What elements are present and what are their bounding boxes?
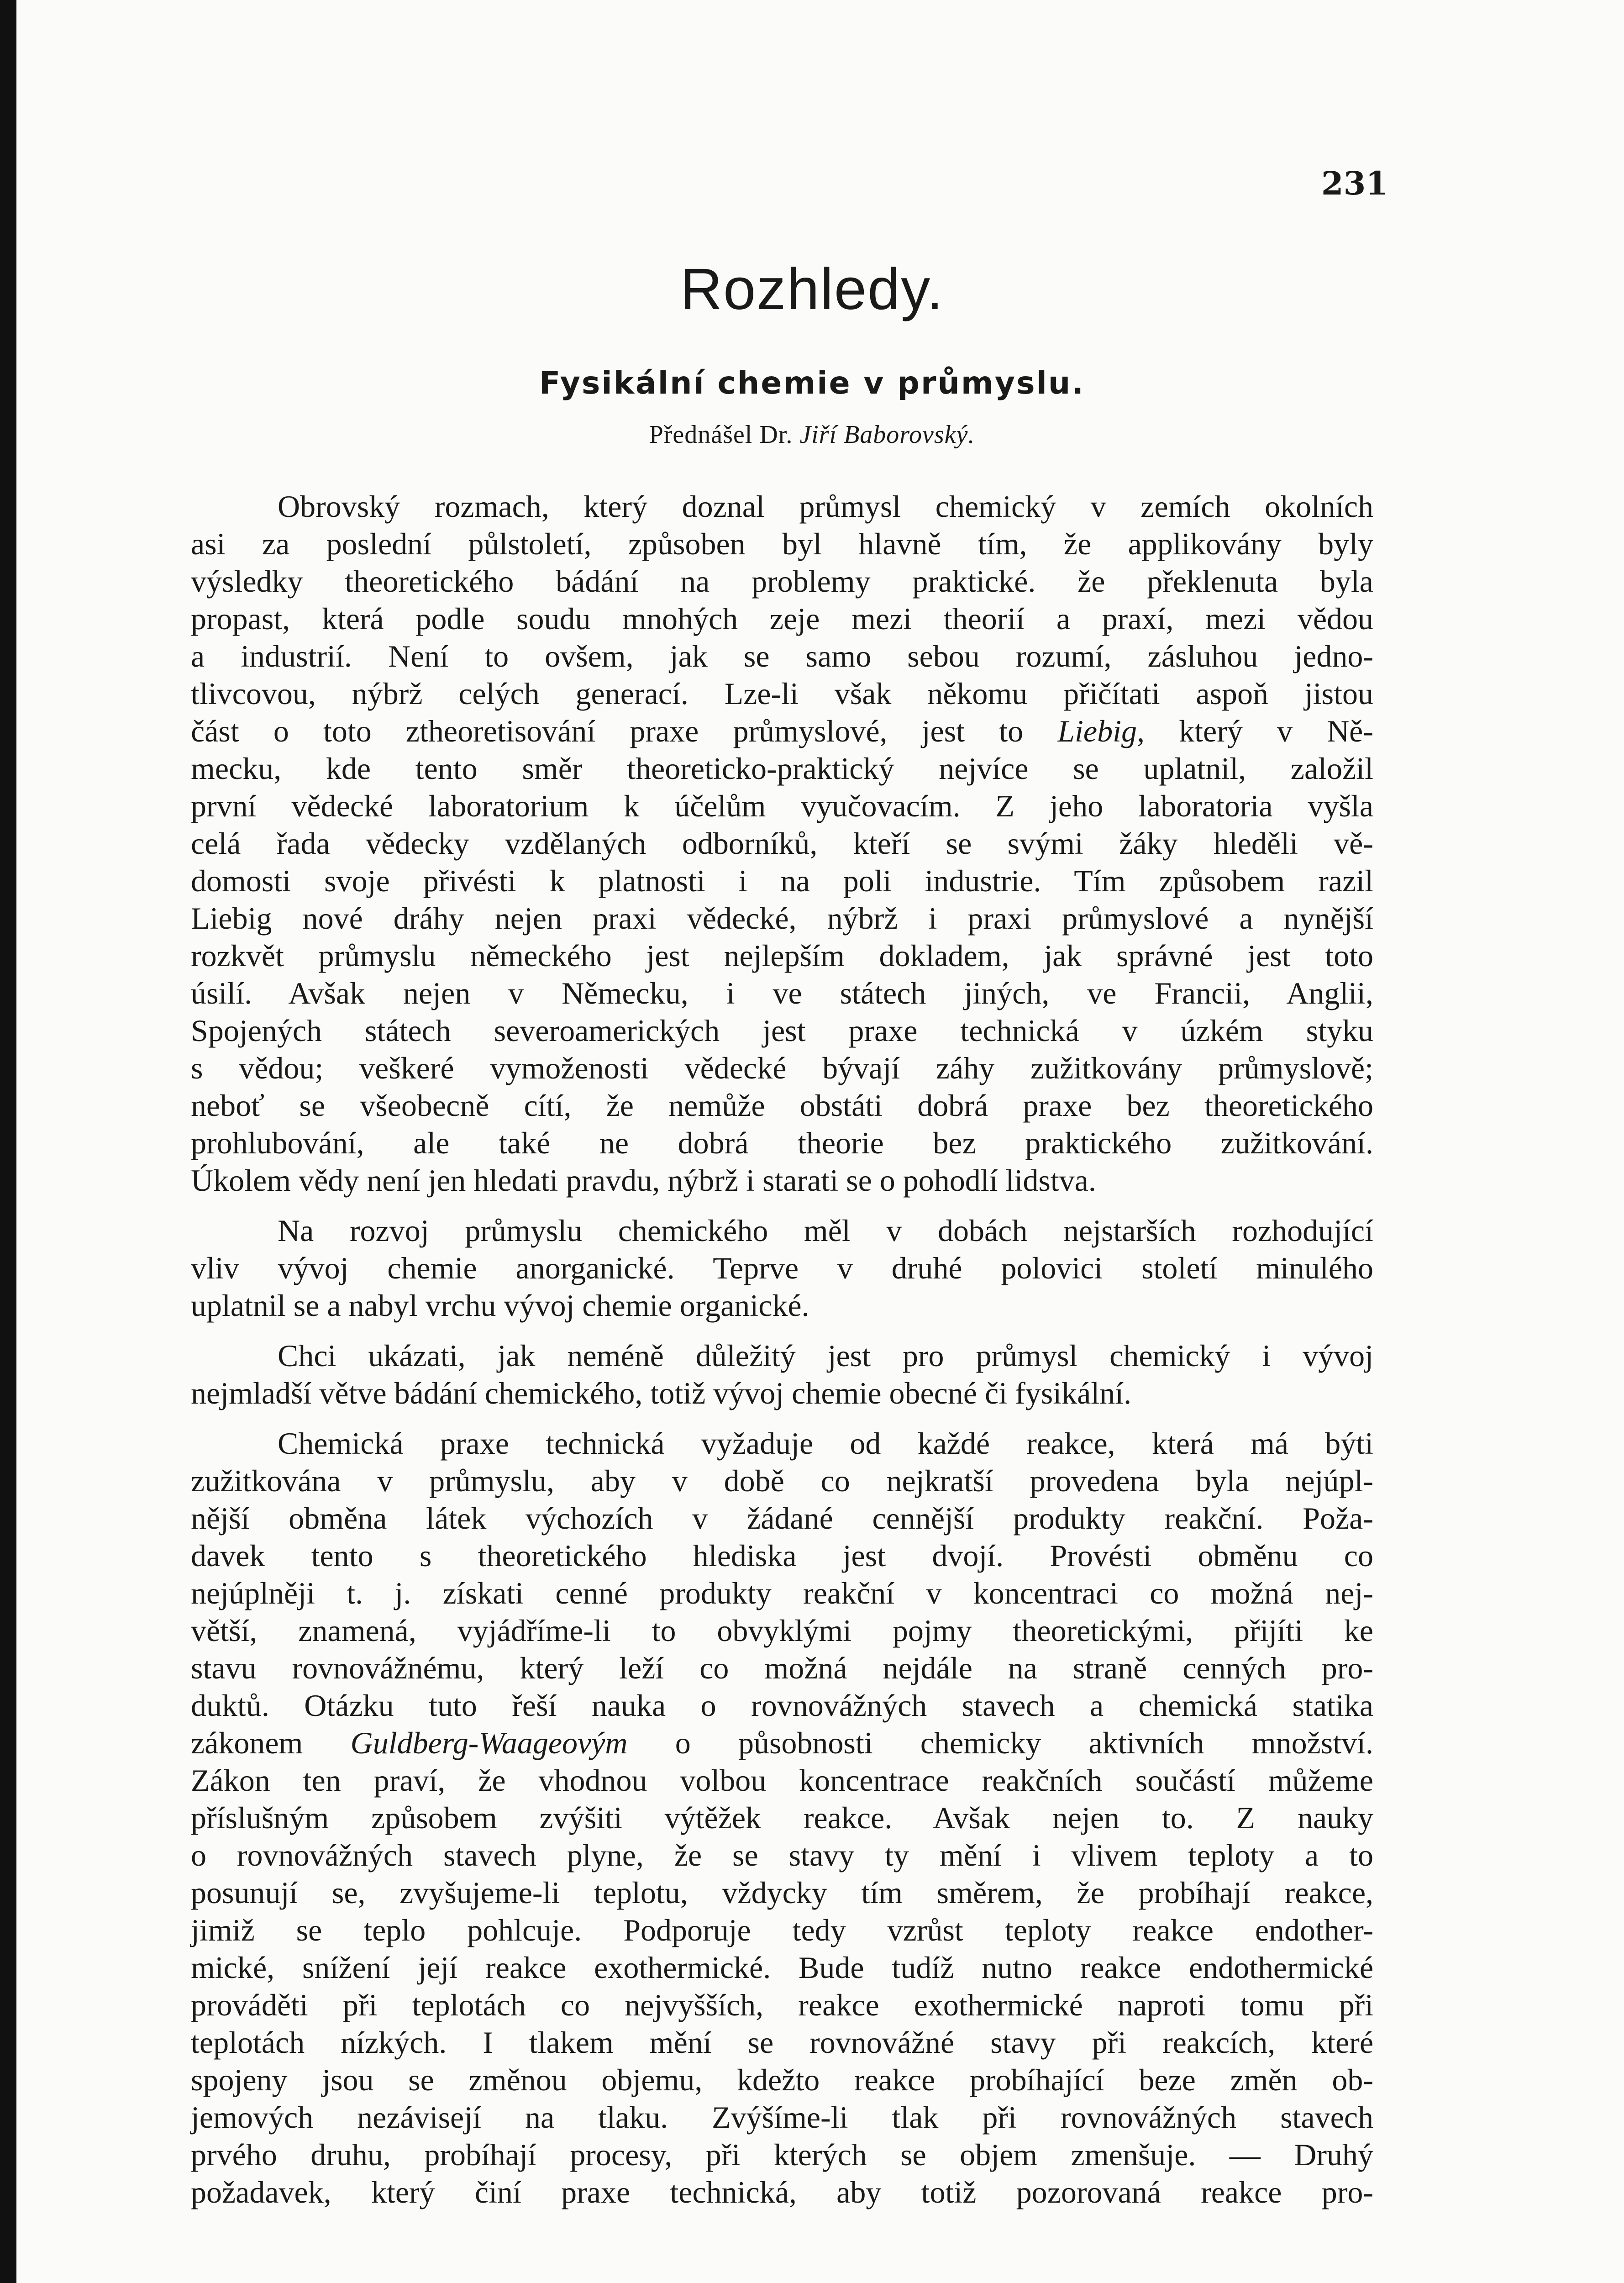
byline — [0, 420, 1624, 449]
byline-prefix: Přednášel Dr. — [649, 421, 793, 449]
page-number: 231 — [1321, 164, 1388, 202]
text-line: duktů. Otázku tuto řeší nauka o rovnovážných stavech a chemická statika — [191, 1688, 1373, 1723]
text-line: úsilí. Avšak nejen v Německu, i ve státech jiných, ve Francii, Anglii, — [191, 976, 1373, 1010]
paragraph-1 — [191, 488, 1373, 1199]
text-line: Obrovský rozmach, který doznal průmysl chemický v zemích okolních — [278, 489, 1373, 524]
text-line: rozkvět průmyslu německého jest nejlepším dokladem, jak správné jest toto — [191, 938, 1373, 973]
paragraph-4 — [191, 1425, 1373, 2211]
article-title: Fysikální chemie v průmyslu. — [539, 365, 1085, 401]
article-body — [191, 488, 1373, 2211]
text-line: asi za poslední půlstoletí, způsoben byl hlavně tím, že applikovány byly — [191, 526, 1373, 561]
text-line: domosti svoje přivésti k platnosti i na poli industrie. Tím způsobem razil — [191, 863, 1373, 898]
byline-author: Jiří Baborovský. — [799, 421, 975, 449]
text-line: nější obměna látek výchozích v žádané cennější produkty reakční. Poža- — [191, 1501, 1373, 1536]
text-line: a industrií. Není to ovšem, jak se samo sebou rozumí, zásluhou jedno- — [191, 639, 1373, 673]
text-line: mecku, kde tento směr theoreticko-praktický nejvíce se uplatnil, založil — [191, 751, 1373, 786]
text-line: davek tento s theoretického hlediska jest dvojí. Provésti obměnu co — [191, 1538, 1373, 1573]
text-line: posunují se, zvyšujeme-li teplotu, vždycky tím směrem, že probíhají reakce, — [191, 1875, 1373, 1910]
text-line: mické, snížení její reakce exothermické. Bude tudíž nutno reakce endothermické — [191, 1950, 1373, 1985]
text-line: první vědecké laboratorium k účelům vyučovacím. Z jeho laboratoria vyšla — [191, 789, 1373, 823]
text-line: jimiž se teplo pohlcuje. Podporuje tedy vzrůst teploty reakce endother- — [191, 1913, 1373, 1947]
text-line: Chemická praxe technická vyžaduje od každé reakce, která má býti — [278, 1426, 1373, 1461]
text-line: prohlubování, ale také ne dobrá theorie bez praktického zužitkování. — [191, 1126, 1373, 1160]
text-line: o rovnovážných stavech plyne, že se stavy ty mění i vlivem teploty a to — [191, 1838, 1373, 1873]
text-line: vliv vývoj chemie anorganické. Teprve v druhé polovici století minulého — [191, 1251, 1373, 1285]
text-line: spojeny jsou se změnou objemu, kdežto reakce probíhající beze změn ob- — [191, 2062, 1373, 2097]
text-line: jemových nezávisejí na tlaku. Zvýšíme-li tlak při rovnovážných stavech — [191, 2100, 1373, 2135]
text-line: zužitkována v průmyslu, aby v době co nejkratší provedena byla nejúpl- — [191, 1463, 1373, 1498]
text-line: prováděti při teplotách co nejvyšších, reakce exothermické naproti tomu při — [191, 1988, 1373, 2022]
text-line: propast, která podle soudu mnohých zeje mezi theorií a praxí, mezi vědou — [191, 601, 1373, 636]
text-line: nejmladší větve bádání chemického, totiž vývoj chemie obecné či fysikální. — [191, 1376, 1132, 1410]
text-line: teplotách nízkých. I tlakem mění se rovnovážné stavy při reakcích, které — [191, 2025, 1373, 2060]
text-line: Zákon ten praví, že vhodnou volbou koncentrace reakčních součástí můžeme — [191, 1763, 1373, 1798]
text-line: neboť se všeobecně cítí, že nemůže obstáti dobrá praxe bez theoretického — [191, 1088, 1373, 1123]
text-line: celá řada vědecky vzdělaných odborníků, kteří se svými žáky hleděli vě- — [191, 826, 1373, 861]
text-line: zákonem Guldberg-Waageovým o působnosti chemicky aktivních množství. — [191, 1725, 1374, 1760]
text-line: uplatnil se a nabyl vrchu vývoj chemie organické. — [191, 1288, 809, 1323]
text-line: větší, znamená, vyjádříme-li to obvyklými pojmy theoretickými, přijíti ke — [191, 1613, 1373, 1648]
text-line: tlivcovou, nýbrž celých generací. Lze-li však někomu přičítati aspoň jistou — [191, 676, 1373, 711]
text-line: prvého druhu, probíhají procesy, při kterých se objem zmenšuje. — Druhý — [191, 2137, 1373, 2172]
text-line: s vědou; veškeré vymoženosti vědecké bývají záhy zužitkovány průmyslově; — [191, 1051, 1373, 1085]
text-line: výsledky theoretického bádání na problemy praktické. že překlenuta byla — [191, 564, 1373, 599]
text-line: Spojených státech severoamerických jest praxe technická v úzkém styku — [191, 1013, 1373, 1048]
scan-border-left — [0, 0, 16, 2283]
text-line: Chci ukázati, jak neméně důležitý jest pro průmysl chemický i vývoj — [278, 1338, 1373, 1373]
section-title: Rozhledy. — [680, 257, 944, 322]
text-line: Liebig nové dráhy nejen praxi vědecké, nýbrž i praxi průmyslové a nynější — [191, 901, 1373, 936]
text-line: požadavek, který činí praxe technická, aby totiž pozorovaná reakce pro- — [191, 2175, 1373, 2209]
text-line: Na rozvoj průmyslu chemického měl v dobách nejstarších rozhodující — [278, 1213, 1373, 1248]
text-line: nejúplněji t. j. získati cenné produkty reakční v koncentraci co možná nej- — [191, 1576, 1373, 1610]
text-line: Úkolem vědy není jen hledati pravdu, nýbrž i starati se o pohodlí lidstva. — [191, 1163, 1096, 1198]
text-line: příslušným způsobem zvýšiti výtěžek reakce. Avšak nejen to. Z nauky — [191, 1800, 1373, 1835]
text-line: část o toto ztheoretisování praxe průmyslové, jest to Liebig, který v Ně- — [191, 714, 1374, 748]
paragraph-2 — [191, 1212, 1373, 1324]
paragraph-3 — [191, 1337, 1373, 1412]
text-line: stavu rovnovážnému, který leží co možná nejdále na straně cenných pro- — [191, 1651, 1373, 1685]
